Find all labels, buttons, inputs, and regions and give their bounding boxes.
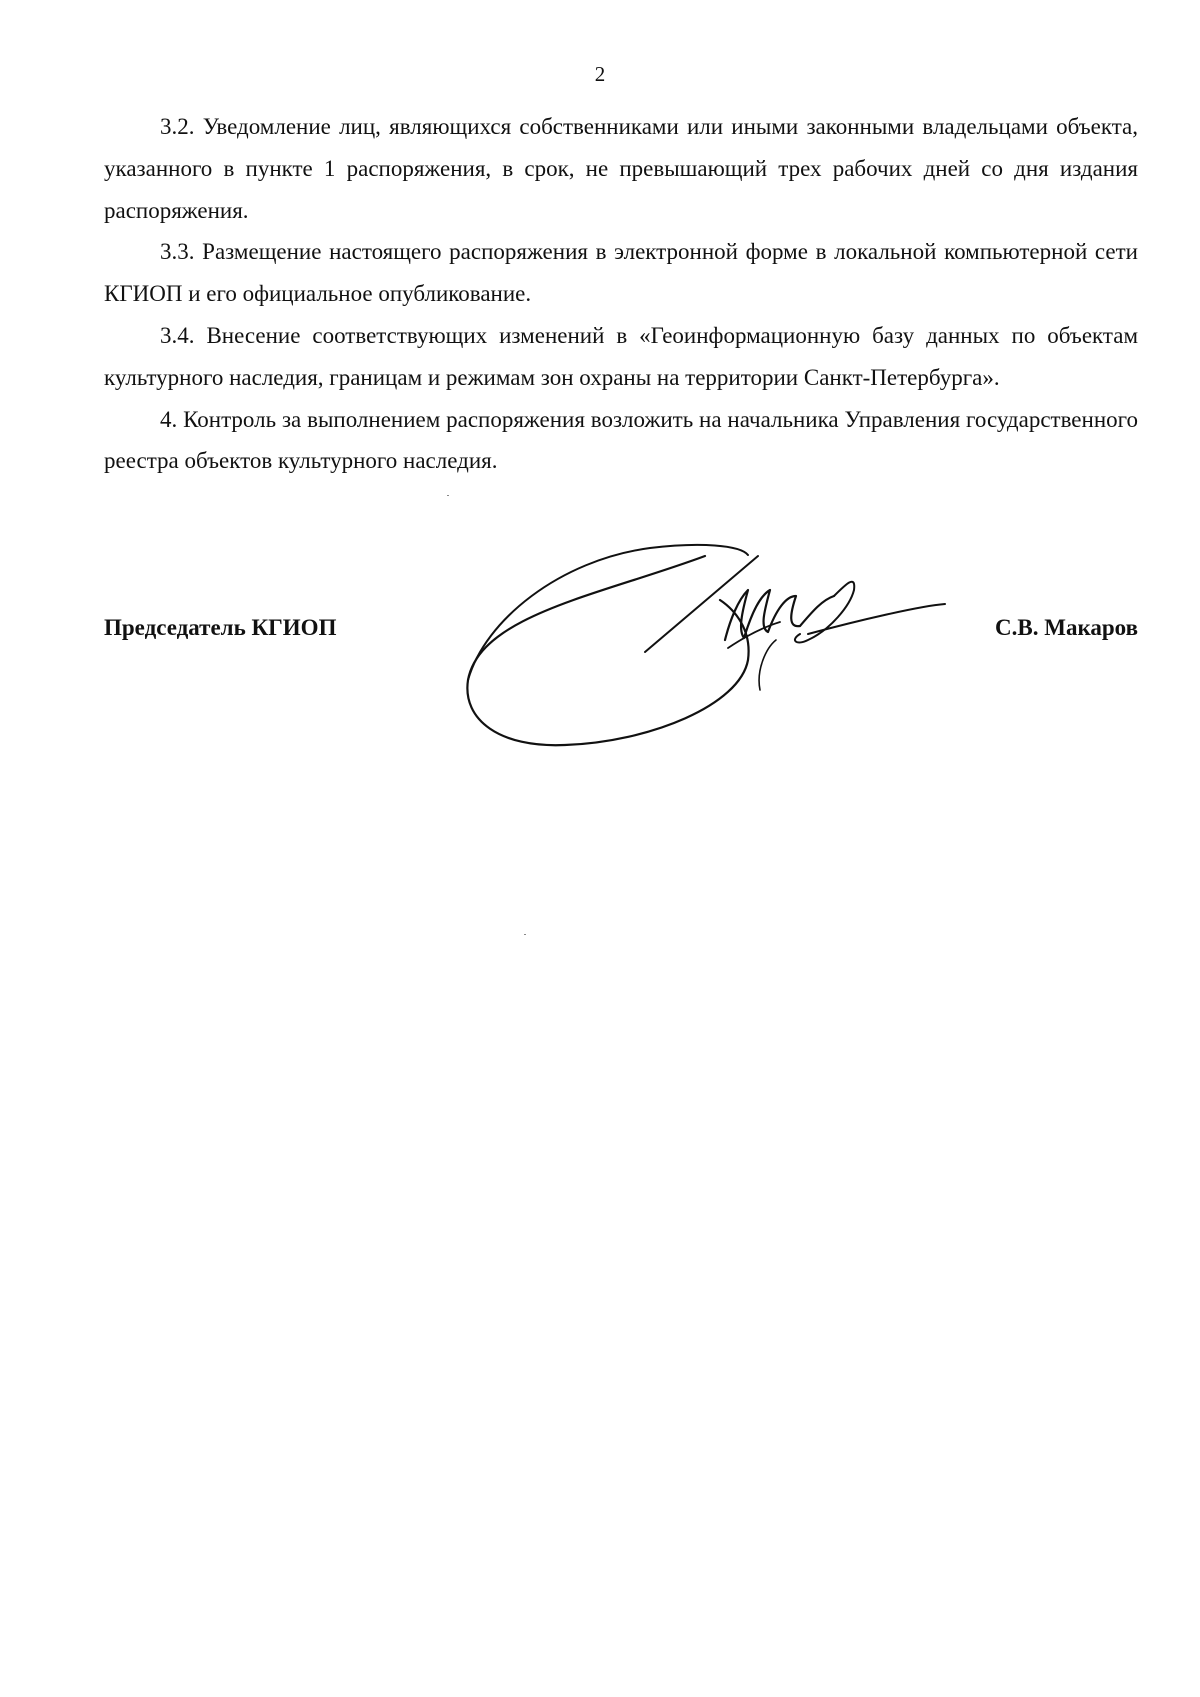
handwritten-signature: [0, 0, 1200, 800]
signatory-title: Председатель КГИОП: [104, 615, 337, 640]
page-number: 2: [594, 62, 606, 86]
paragraph-3-4: 3.4. Внесение соответствующих изменений в «Геоинформационную базу данных по объектам культурного наследия, границам и режимам зон охраны на территории Санкт-Петербурга».: [104, 322, 1138, 390]
paragraph-3-3: 3.3. Размещение настоящего распоряжения в электронной форме в локальной компьютерной сети КГИОП и его официальное опубликование.: [104, 239, 1138, 307]
paragraph-3-2: 3.2. Уведомление лиц, являющихся собственниками или иными законными владельцами объекта, указанного в пункте 1 распоряжения, в срок, не превышающий трех рабочих дней со дня издания распоряжения.: [104, 114, 1138, 223]
signatory-name: С.В. Макаров: [995, 615, 1138, 640]
scan-speck: [447, 495, 449, 496]
paragraph-4: 4. Контроль за выполнением распоряжения возложить на начальника Управления государственного реестра объектов культурного наследия.: [104, 406, 1138, 474]
scan-speck: [524, 934, 526, 935]
